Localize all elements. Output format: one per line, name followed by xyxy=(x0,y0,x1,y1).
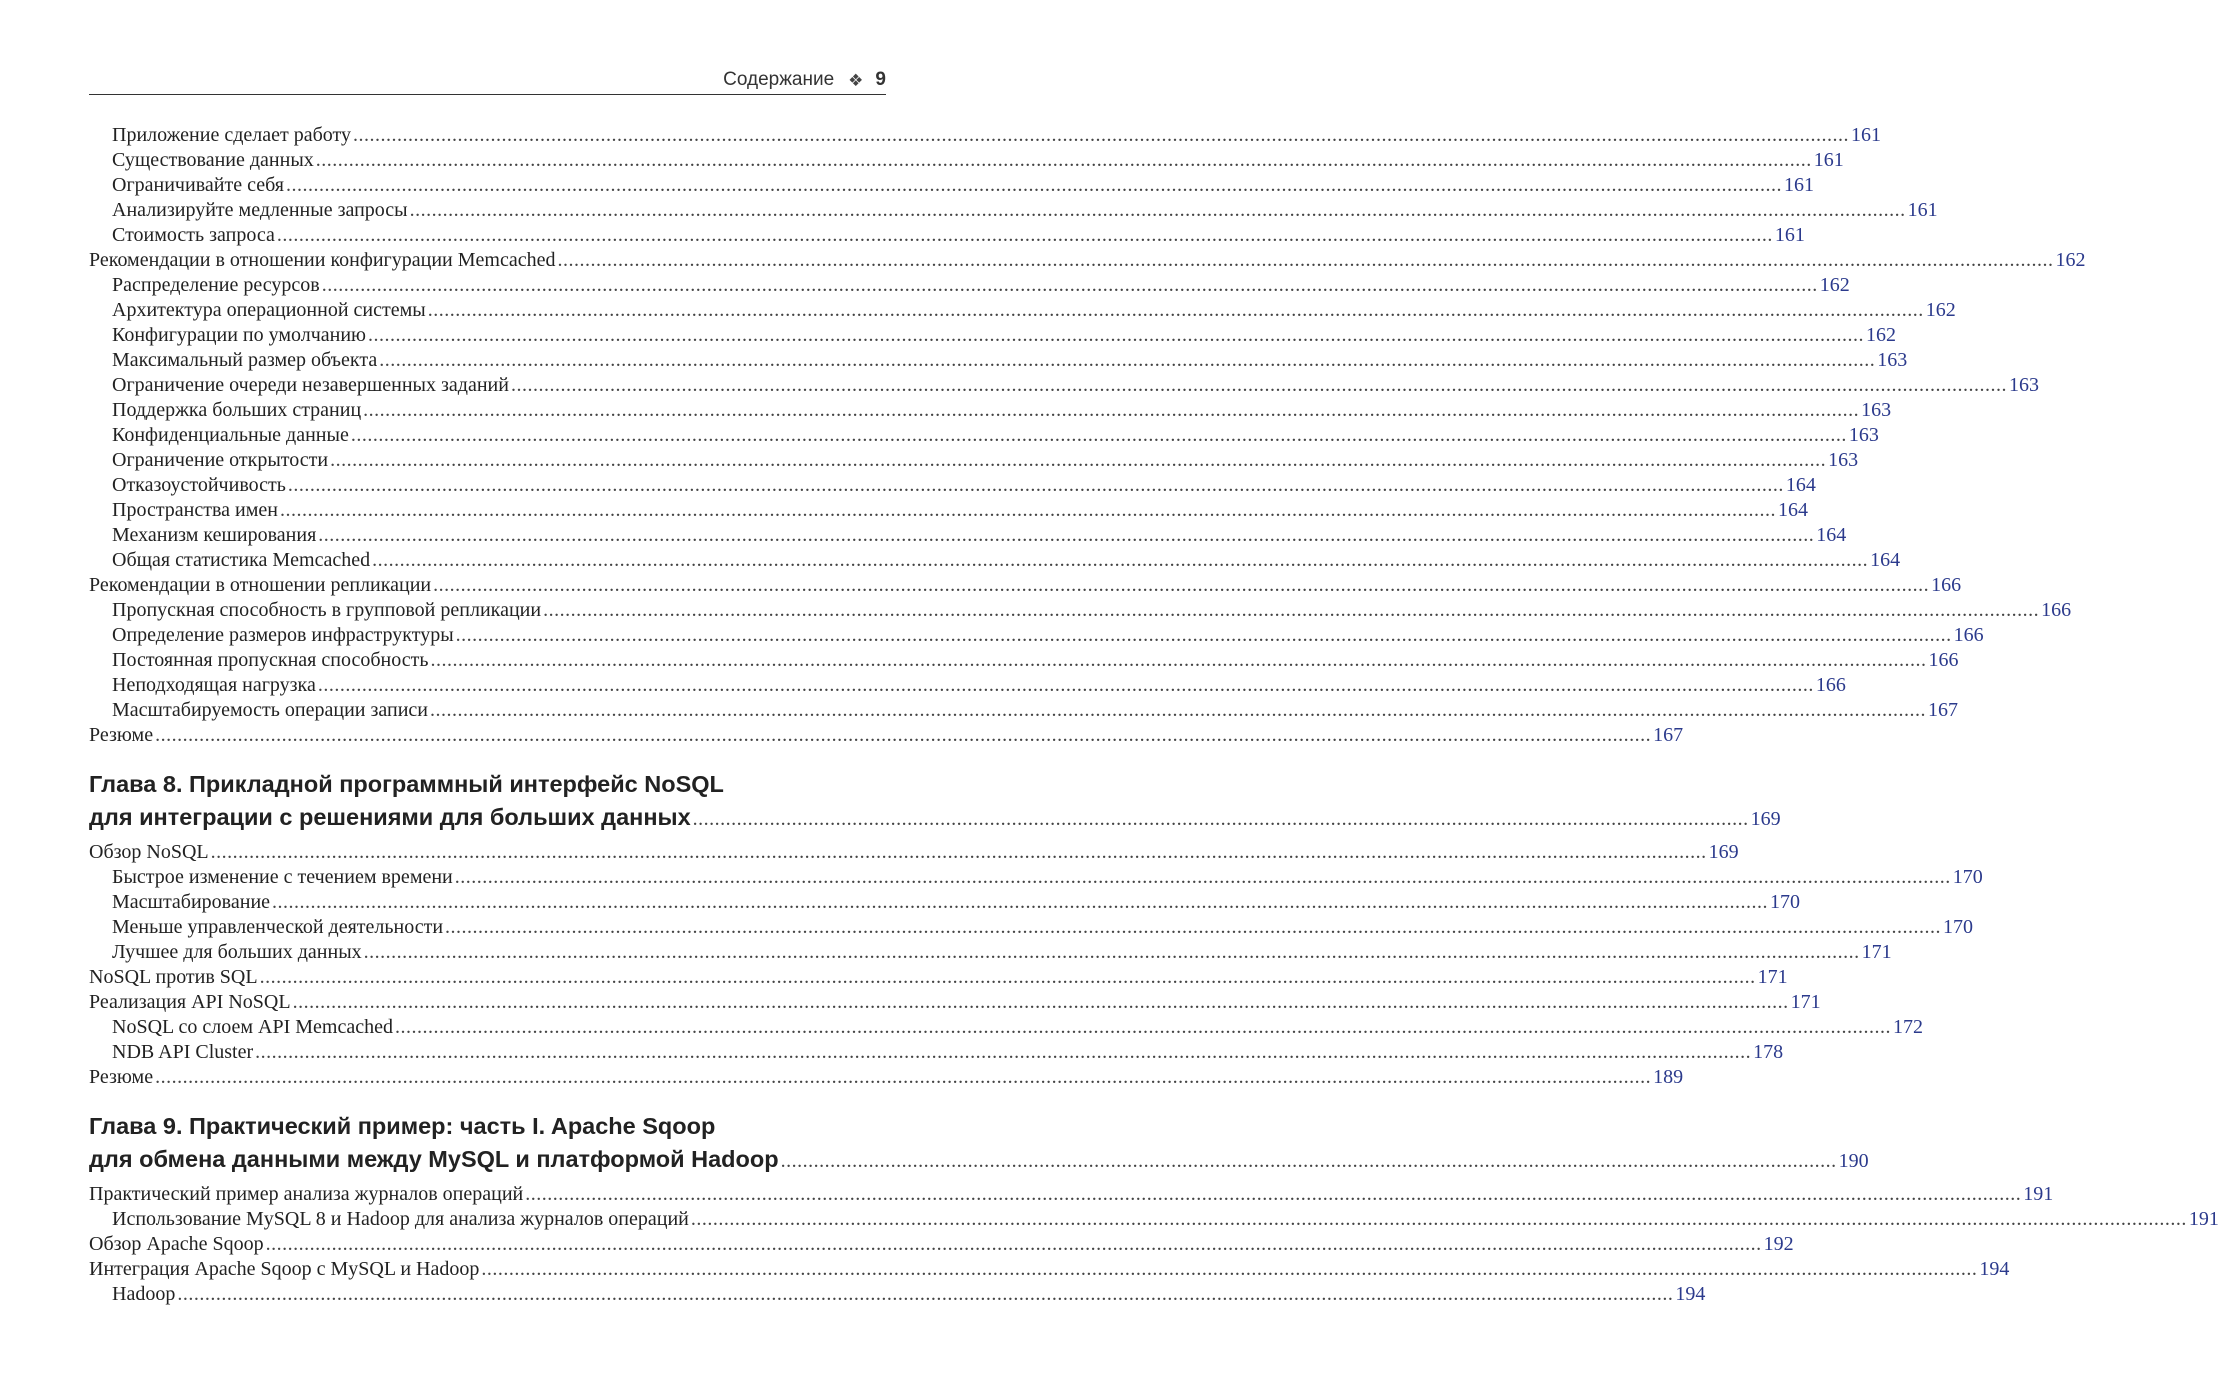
toc-entry-title: Стоимость запроса xyxy=(112,224,275,246)
toc-entry-page: 161 xyxy=(1907,199,1938,221)
dot-leader xyxy=(155,1065,1651,1090)
toc-entry-page: 171 xyxy=(1757,966,1788,988)
dot-leader xyxy=(293,990,1789,1015)
toc-entry-title: Определение размеров инфраструктуры xyxy=(112,624,454,646)
chapter-9-title-line2: для обмена данными между MySQL и платформой Hadoop xyxy=(89,1146,779,1172)
toc-entry[interactable] xyxy=(89,1257,2010,1282)
toc-entry-title: Обзор Apache Sqoop xyxy=(89,1233,264,1255)
toc-entry[interactable] xyxy=(89,373,2039,398)
dot-leader xyxy=(288,473,1784,498)
toc-entry-page: 162 xyxy=(1866,324,1896,346)
toc-entry-page: 191 xyxy=(2188,1208,2219,1230)
toc-entry-page: 170 xyxy=(1952,866,1983,888)
dot-leader xyxy=(351,423,1847,448)
toc-entry-title: Распределение ресурсов xyxy=(112,274,320,296)
toc-entry-page: 170 xyxy=(1770,891,1801,913)
toc-entry[interactable] xyxy=(89,298,1956,323)
dot-leader xyxy=(511,373,2007,398)
dot-leader xyxy=(330,448,1826,473)
toc-entry-title: Рекомендации в отношении репликации xyxy=(89,574,432,596)
toc-entry-title: Постоянная пропускная способность xyxy=(112,649,429,671)
toc-entry-page: 162 xyxy=(1819,274,1850,296)
toc-entry[interactable] xyxy=(89,523,1847,548)
dot-leader xyxy=(456,623,1952,648)
toc-entry[interactable] xyxy=(89,473,1816,498)
toc-entry[interactable] xyxy=(89,865,1983,890)
toc-entry-page: 172 xyxy=(1892,1016,1923,1038)
toc-entry-title: Обзор NoSQL xyxy=(89,841,209,863)
toc-entry[interactable] xyxy=(89,623,1984,648)
toc-entry[interactable] xyxy=(89,1065,1684,1090)
toc-entry-title: Ограничивайте себя xyxy=(112,174,284,196)
toc-entry-title: Лучшее для больших данных xyxy=(112,941,362,963)
page-number: 9 xyxy=(875,69,886,90)
toc-entry[interactable] xyxy=(89,273,1850,298)
toc-entry[interactable] xyxy=(89,940,1892,965)
dot-leader xyxy=(781,1145,1837,1178)
toc-entry-page: 189 xyxy=(1653,1066,1684,1088)
toc-entry-page: 163 xyxy=(1861,399,1892,421)
chapter-9-title-line1: Глава 9. Практический пример: часть I. Apache Sqoop xyxy=(89,1113,716,1139)
toc-entry-title: Реализация API NoSQL xyxy=(89,991,291,1013)
dot-leader xyxy=(266,1232,1762,1257)
toc-entry-title: Механизм кеширования xyxy=(112,524,317,546)
toc-entry[interactable] xyxy=(89,1040,1784,1065)
toc-entry-page: 191 xyxy=(2023,1183,2054,1205)
toc-entry-page: 163 xyxy=(2008,374,2039,396)
dot-leader xyxy=(316,148,1812,173)
toc-entry-title: Пропускная способность в групповой репликации xyxy=(112,599,542,621)
toc-entry-title: Меньше управленческой деятельности xyxy=(112,916,444,938)
toc-entry-title: Архитектура операционной системы xyxy=(112,299,426,321)
toc-entry[interactable] xyxy=(89,248,2086,273)
chapter-8-page: 169 xyxy=(1750,808,1781,830)
toc-entry-title: NoSQL со слоем API Memcached xyxy=(112,1016,393,1038)
toc-entry[interactable] xyxy=(89,398,1892,423)
dot-leader xyxy=(364,940,1860,965)
toc-section-chapter8 xyxy=(89,840,1983,1090)
dot-leader xyxy=(428,298,1924,323)
dot-leader xyxy=(286,173,1782,198)
toc-entry-page: 164 xyxy=(1870,549,1901,571)
dot-leader xyxy=(280,498,1776,523)
dot-leader xyxy=(353,123,1849,148)
toc-entry[interactable] xyxy=(89,1282,1706,1307)
dot-leader xyxy=(177,1282,1673,1307)
toc-entry[interactable] xyxy=(89,890,1801,915)
chapter-9-heading[interactable] xyxy=(89,1110,1869,1176)
dot-leader xyxy=(395,1015,1891,1040)
toc-entry-page: 178 xyxy=(1753,1041,1784,1063)
toc-entry-title: Отказоустойчивость xyxy=(112,474,286,496)
toc-entry-page: 171 xyxy=(1790,991,1821,1013)
toc-entry-page: 163 xyxy=(1828,449,1859,471)
dot-leader xyxy=(368,323,1864,348)
toc-entry-title: NoSQL против SQL xyxy=(89,966,258,988)
dot-leader xyxy=(363,398,1859,423)
toc-entry-title: Анализируйте медленные запросы xyxy=(112,199,408,221)
toc-entry-page: 161 xyxy=(1774,224,1805,246)
toc-entry[interactable] xyxy=(89,915,1974,940)
toc-section-chapter7-tail xyxy=(89,123,2086,748)
toc-entry[interactable] xyxy=(89,348,1908,373)
running-header xyxy=(89,62,886,95)
toc-entry-page: 194 xyxy=(1675,1283,1706,1305)
toc-entry-page: 192 xyxy=(1763,1233,1794,1255)
dot-leader xyxy=(525,1182,2021,1207)
toc-entry-title: Ограничение очереди незавершенных заданий xyxy=(112,374,509,396)
toc-entry-title: Резюме xyxy=(89,724,154,746)
toc-entry-title: Приложение сделает работу xyxy=(112,124,352,146)
toc-entry[interactable] xyxy=(89,448,1859,473)
toc-entry[interactable] xyxy=(89,498,1808,523)
toc-entry-title: Быстрое изменение с течением времени xyxy=(112,866,453,888)
toc-entry-title: Рекомендации в отношении конфигурации Memcached xyxy=(89,249,556,271)
toc-entry-page: 194 xyxy=(1979,1258,2010,1280)
dot-leader xyxy=(379,348,1875,373)
chapter-8-heading[interactable] xyxy=(89,768,1781,834)
dot-leader xyxy=(430,698,1926,723)
toc-entry-title: Ограничение открытости xyxy=(112,449,329,471)
toc-entry-page: 167 xyxy=(1653,724,1684,746)
dot-leader xyxy=(155,723,1651,748)
chapter-8-title-line1: Глава 8. Прикладной программный интерфейс NoSQL xyxy=(89,771,724,797)
toc-entry[interactable] xyxy=(89,598,2072,623)
toc-entry-page: 163 xyxy=(1877,349,1908,371)
toc-entry-page: 161 xyxy=(1813,149,1844,171)
toc-entry-page: 171 xyxy=(1861,941,1892,963)
toc-entry-page: 164 xyxy=(1816,524,1847,546)
toc-entry[interactable] xyxy=(89,573,1962,598)
toc-entry-page: 162 xyxy=(2055,249,2086,271)
toc-entry-title: Существование данных xyxy=(112,149,314,171)
toc-entry-page: 166 xyxy=(1928,649,1959,671)
toc-entry[interactable] xyxy=(89,1015,1923,1040)
dot-leader xyxy=(410,198,1906,223)
dot-leader xyxy=(430,648,1926,673)
toc-entry-page: 161 xyxy=(1783,174,1814,196)
book-page xyxy=(89,62,2219,1307)
toc-entry[interactable] xyxy=(89,990,1821,1015)
dot-leader xyxy=(318,523,1814,548)
toc-entry-page: 164 xyxy=(1785,474,1816,496)
toc-entry-page: 169 xyxy=(1708,841,1739,863)
toc-entry-page: 166 xyxy=(2041,599,2072,621)
toc-entry[interactable] xyxy=(89,1232,1794,1257)
toc-entry-title: Использование MySQL 8 и Hadoop для анализа журналов операций xyxy=(112,1208,689,1230)
toc-entry[interactable] xyxy=(89,148,1844,173)
toc-entry[interactable] xyxy=(89,840,1739,865)
toc-entry-page: 161 xyxy=(1851,124,1882,146)
dot-leader xyxy=(445,915,1941,940)
dot-leader xyxy=(455,865,1951,890)
toc-entry-title: Неподходящая нагрузка xyxy=(112,674,316,696)
toc-entry-page: 166 xyxy=(1953,624,1984,646)
toc-entry[interactable] xyxy=(89,1207,2219,1232)
toc-entry-title: Масштабируемость операции записи xyxy=(112,699,428,721)
dot-leader xyxy=(211,840,1707,865)
dot-leader xyxy=(372,548,1868,573)
dot-leader xyxy=(433,573,1929,598)
toc-entry-title: Конфигурации по умолчанию xyxy=(112,324,366,346)
toc-entry-title: Интеграция Apache Sqoop с MySQL и Hadoop xyxy=(89,1258,480,1280)
toc-section-chapter9 xyxy=(89,1182,2219,1307)
toc-entry-page: 167 xyxy=(1928,699,1958,721)
toc-entry-title: Резюме xyxy=(89,1066,154,1088)
toc-entry-title: Практический пример анализа журналов операций xyxy=(89,1183,524,1205)
toc-entry-title: Масштабирование xyxy=(112,891,271,913)
chapter-8-title-line2: для интеграции с решениями для больших данных xyxy=(89,804,691,830)
dot-leader xyxy=(322,273,1818,298)
dot-leader xyxy=(543,598,2039,623)
toc-entry-page: 166 xyxy=(1815,674,1846,696)
dot-leader xyxy=(260,965,1756,990)
table-of-contents xyxy=(89,123,2219,1307)
toc-entry-title: Конфиденциальные данные xyxy=(112,424,349,446)
toc-entry[interactable] xyxy=(89,965,1788,990)
toc-entry[interactable] xyxy=(89,1182,2054,1207)
toc-entry[interactable] xyxy=(89,198,1938,223)
toc-entry[interactable] xyxy=(89,698,1958,723)
toc-entry-title: Hadoop xyxy=(112,1283,176,1305)
dot-leader xyxy=(318,673,1814,698)
toc-entry-title: Поддержка больших страниц xyxy=(112,399,362,421)
dot-leader xyxy=(481,1257,1977,1282)
toc-entry-title: Общая статистика Memcached xyxy=(112,549,371,571)
toc-entry[interactable] xyxy=(89,548,1901,573)
toc-entry[interactable] xyxy=(89,723,1684,748)
dot-leader xyxy=(691,1207,2187,1232)
running-header-title: Содержание xyxy=(723,69,835,90)
toc-entry-page: 166 xyxy=(1931,574,1962,596)
diamond-ornament-icon: ❖ xyxy=(848,71,864,90)
dot-leader xyxy=(693,803,1749,836)
chapter-9-page: 190 xyxy=(1838,1150,1869,1172)
dot-leader xyxy=(557,248,2053,273)
dot-leader xyxy=(277,223,1773,248)
toc-entry[interactable] xyxy=(89,323,1896,348)
toc-entry[interactable] xyxy=(89,423,1879,448)
toc-entry-page: 164 xyxy=(1778,499,1808,521)
dot-leader xyxy=(272,890,1768,915)
toc-entry[interactable] xyxy=(89,123,1882,148)
toc-entry[interactable] xyxy=(89,223,1805,248)
dot-leader xyxy=(255,1040,1751,1065)
toc-entry-page: 163 xyxy=(1848,424,1879,446)
toc-entry-page: 170 xyxy=(1943,916,1974,938)
toc-entry[interactable] xyxy=(89,648,1959,673)
toc-entry[interactable] xyxy=(89,673,1846,698)
toc-entry-page: 162 xyxy=(1925,299,1956,321)
toc-entry-title: Пространства имен xyxy=(112,499,278,521)
toc-entry[interactable] xyxy=(89,173,1814,198)
toc-entry-title: Максимальный размер объекта xyxy=(112,349,378,371)
toc-entry-title: NDB API Cluster xyxy=(112,1041,254,1063)
